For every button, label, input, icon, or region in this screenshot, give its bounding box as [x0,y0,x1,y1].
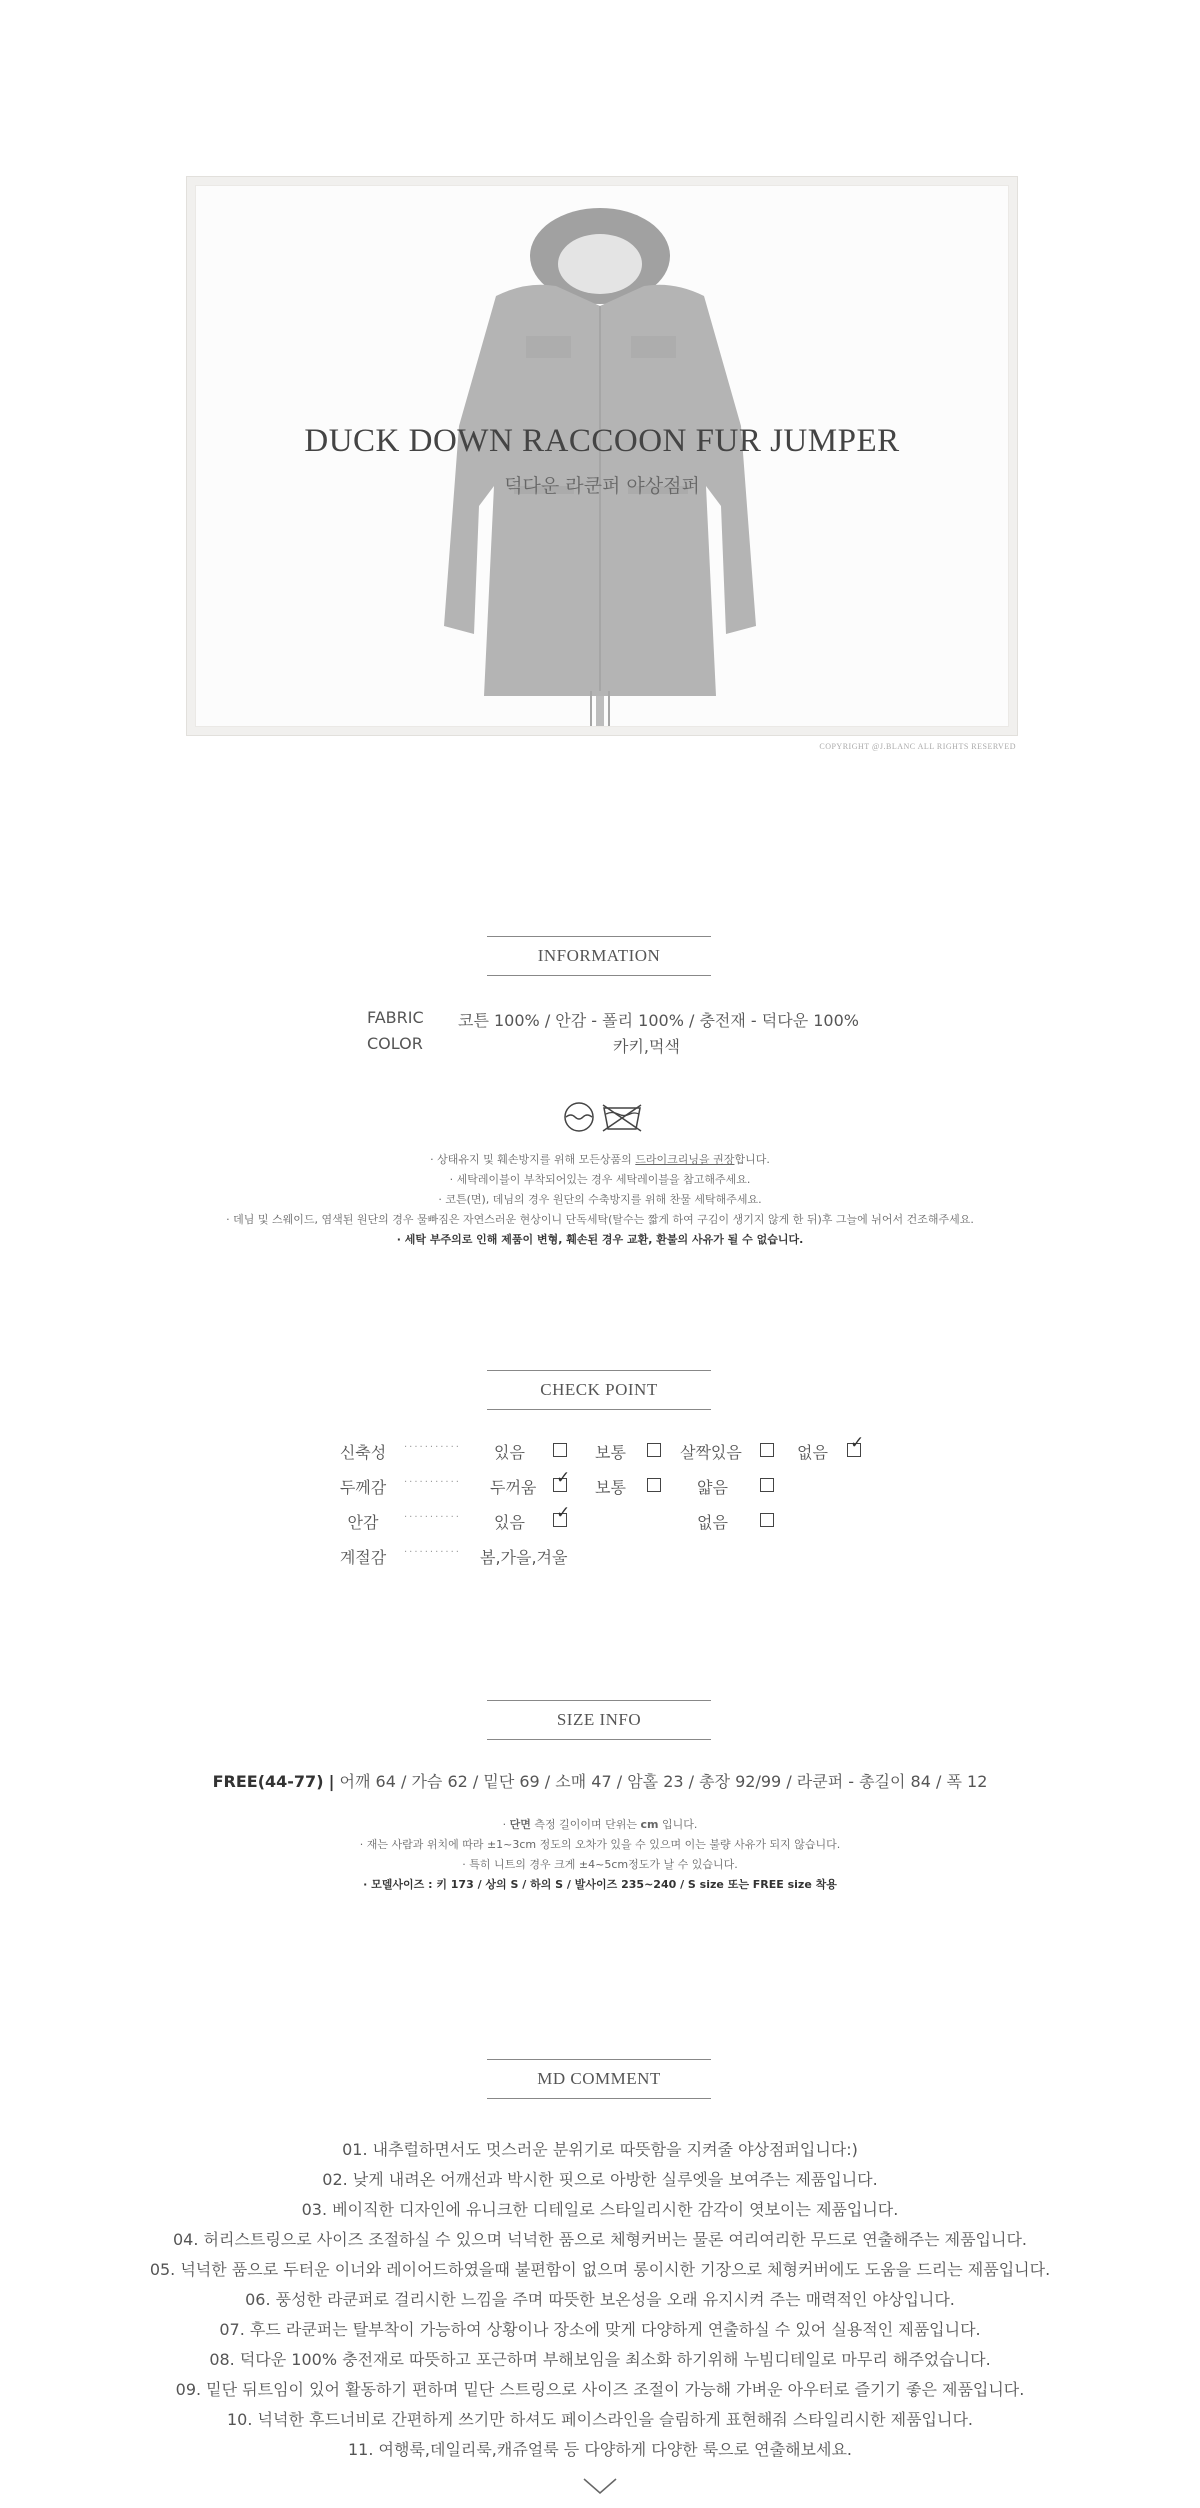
md-comment-line: 10. 넉넉한 후드너비로 간편하게 쓰기만 하셔도 페이스라인을 슬림하게 표현해줘 스타일리시한 제품입니다. [227,2410,973,2429]
checkbox [647,1478,661,1492]
md-comment-line: 05. 넉넉한 품으로 두터운 이너와 레이어드하였을때 불편함이 없으며 롱이시한 기장으로 체형커버에도 도움을 드리는 제품입니다. [149,2260,1051,2279]
size-free-label: FREE(44-77) [212,1772,324,1791]
checkbox [760,1478,774,1492]
md-comment-line: 11. 여행룩,데일리룩,캐쥬얼룩 등 다양하게 다양한 룩으로 연출해보세요. [348,2440,852,2459]
section-heading-size: SIZE INFO [487,1700,711,1740]
check-label-thickness: 두께감 [339,1478,387,1497]
md-comment-line: 04. 허리스트링으로 사이즈 조절하실 수 있으며 넉넉한 품으로 체형커버는 물론 여리여리한 무드로 연출해주는 제품입니다. [173,2230,1027,2249]
check-label-season: 계절감 [339,1548,387,1567]
color-value: 카키,먹색 [613,1037,680,1056]
size-separator: | [328,1772,335,1791]
size-measurements [100,1769,1100,1792]
checkbox [647,1443,661,1457]
dotted-leader: ··········· [404,1512,461,1523]
copyright-text: COPYRIGHT @J.BLANC ALL RIGHTS RESERVED [819,742,1016,751]
md-comment-line: 09. 밑단 뒤트임이 있어 활동하기 편하며 밑단 스트링으로 사이즈 조절이 가능해 가벼운 아우터로 즐기기 좋은 제품입니다. [175,2380,1025,2399]
season-value: 봄,가을,겨울 [480,1548,568,1567]
md-comment-line: 01. 내추럴하면서도 멋스러운 분위기로 따뜻함을 지켜줄 야상점퍼입니다:) [342,2140,858,2159]
option-label: 보통 [595,1478,626,1497]
check-mark-icon: ✓ [850,1433,865,1453]
model-size-note: · 모델사이즈 : 키 173 / 상의 S / 하의 S / 발사이즈 235~240 / S size 또는 FREE size 착용 [363,1878,837,1891]
section-heading-information: INFORMATION [487,936,711,976]
size-note: · 재는 사람과 위치에 따라 ±1~3cm 정도의 오차가 있을 수 있으며 이는 불량 사유가 되지 않습니다. [359,1838,841,1851]
size-values: 어깨 64 / 가슴 62 / 밑단 69 / 소매 47 / 암홀 23 / 총장 92/99 / 라쿤퍼 - 총길이 84 / 폭 12 [334,1772,988,1791]
checkbox [553,1443,567,1457]
check-mark-icon: ✓ [556,1503,571,1523]
size-note: · 특히 니트의 경우 크게 ±4~5cm정도가 날 수 있습니다. [462,1858,738,1871]
check-mark-icon: ✓ [556,1468,571,1488]
option-label: 있음 [494,1513,525,1532]
checkbox [760,1513,774,1527]
care-warning: · 세탁 부주의로 인해 제품이 변형, 훼손된 경우 교환, 환불의 사유가 될 수 없습니다. [396,1233,804,1246]
fabric-value: 코튼 100% / 안감 - 폴리 100% / 충전재 - 덕다운 100% [458,1011,859,1030]
option-label: 없음 [797,1443,828,1462]
option-label: 있음 [494,1443,525,1462]
product-title-ko: 덕다운 라쿤퍼 야상점퍼 [504,475,700,497]
product-image [195,185,1009,727]
hand-wash-icon [558,1102,600,1132]
md-comment-line: 07. 후드 라쿤퍼는 탈부착이 가능하여 상황이나 장소에 맞게 다양하게 연출하실 수 있어 실용적인 제품입니다. [219,2320,981,2339]
md-comment-line: 06. 풍성한 라쿤퍼로 걸리시한 느낌을 주며 따뜻한 보온성을 오래 유지시켜 주는 매력적인 야상입니다. [245,2290,955,2309]
section-heading-checkpoint: CHECK POINT [487,1370,711,1410]
checkbox [760,1443,774,1457]
care-note: · 상태유지 및 훼손방지를 위해 모든상품의 드라이크리닝을 권장합니다. [430,1153,770,1166]
md-comment-line: 08. 덕다운 100% 충전재로 따뜻하고 포근하며 부해보임을 최소화 하기위해 누빔디테일로 마무리 해주었습니다. [209,2350,991,2369]
chevron-down-icon [582,2476,618,2496]
product-title-en: DUCK DOWN RACCOON FUR JUMPER [304,423,900,459]
dotted-leader: ··········· [404,1442,461,1453]
md-comment-line: 03. 베이직한 디자인에 유니크한 디테일로 스타일리시한 감각이 엿보이는 제품입니다. [301,2200,899,2219]
hero-image-frame [186,176,1018,736]
size-note: · 단면 측정 길이이며 단위는 cm 입니다. [502,1818,698,1831]
option-label: 없음 [697,1513,728,1532]
section-heading-md: MD COMMENT [487,2059,711,2099]
no-tumble-wash-icon [600,1102,644,1132]
option-label: 두꺼움 [490,1478,537,1497]
check-label-lining: 안감 [347,1513,379,1532]
option-label: 살짝있음 [680,1443,742,1462]
option-label: 보통 [595,1443,626,1462]
option-label: 얇음 [697,1478,728,1497]
check-label-elasticity: 신축성 [339,1443,387,1462]
fabric-label: FABRIC [367,1008,424,1027]
care-note: · 코튼(면), 데님의 경우 원단의 수축방지를 위해 찬물 세탁해주세요. [438,1193,762,1206]
md-comment-line: 02. 낮게 내려온 어깨선과 박시한 핏으로 아방한 실루엣을 보여주는 제품입니다. [322,2170,878,2189]
dotted-leader: ··········· [404,1547,461,1558]
care-note: · 세탁레이블이 부착되어있는 경우 세탁레이블을 참고해주세요. [449,1173,751,1186]
color-label: COLOR [367,1034,423,1053]
care-note: · 데님 및 스웨이드, 염색된 원단의 경우 물빠짐은 자연스러운 현상이니 단독세탁(탈수는 짧게 하여 구김이 생기지 않게 한 뒤)후 그늘에 뉘어서 건조해주세요. [226,1213,974,1226]
care-notes [150,1150,1050,1250]
size-notes [150,1815,1050,1895]
dotted-leader: ··········· [404,1477,461,1488]
